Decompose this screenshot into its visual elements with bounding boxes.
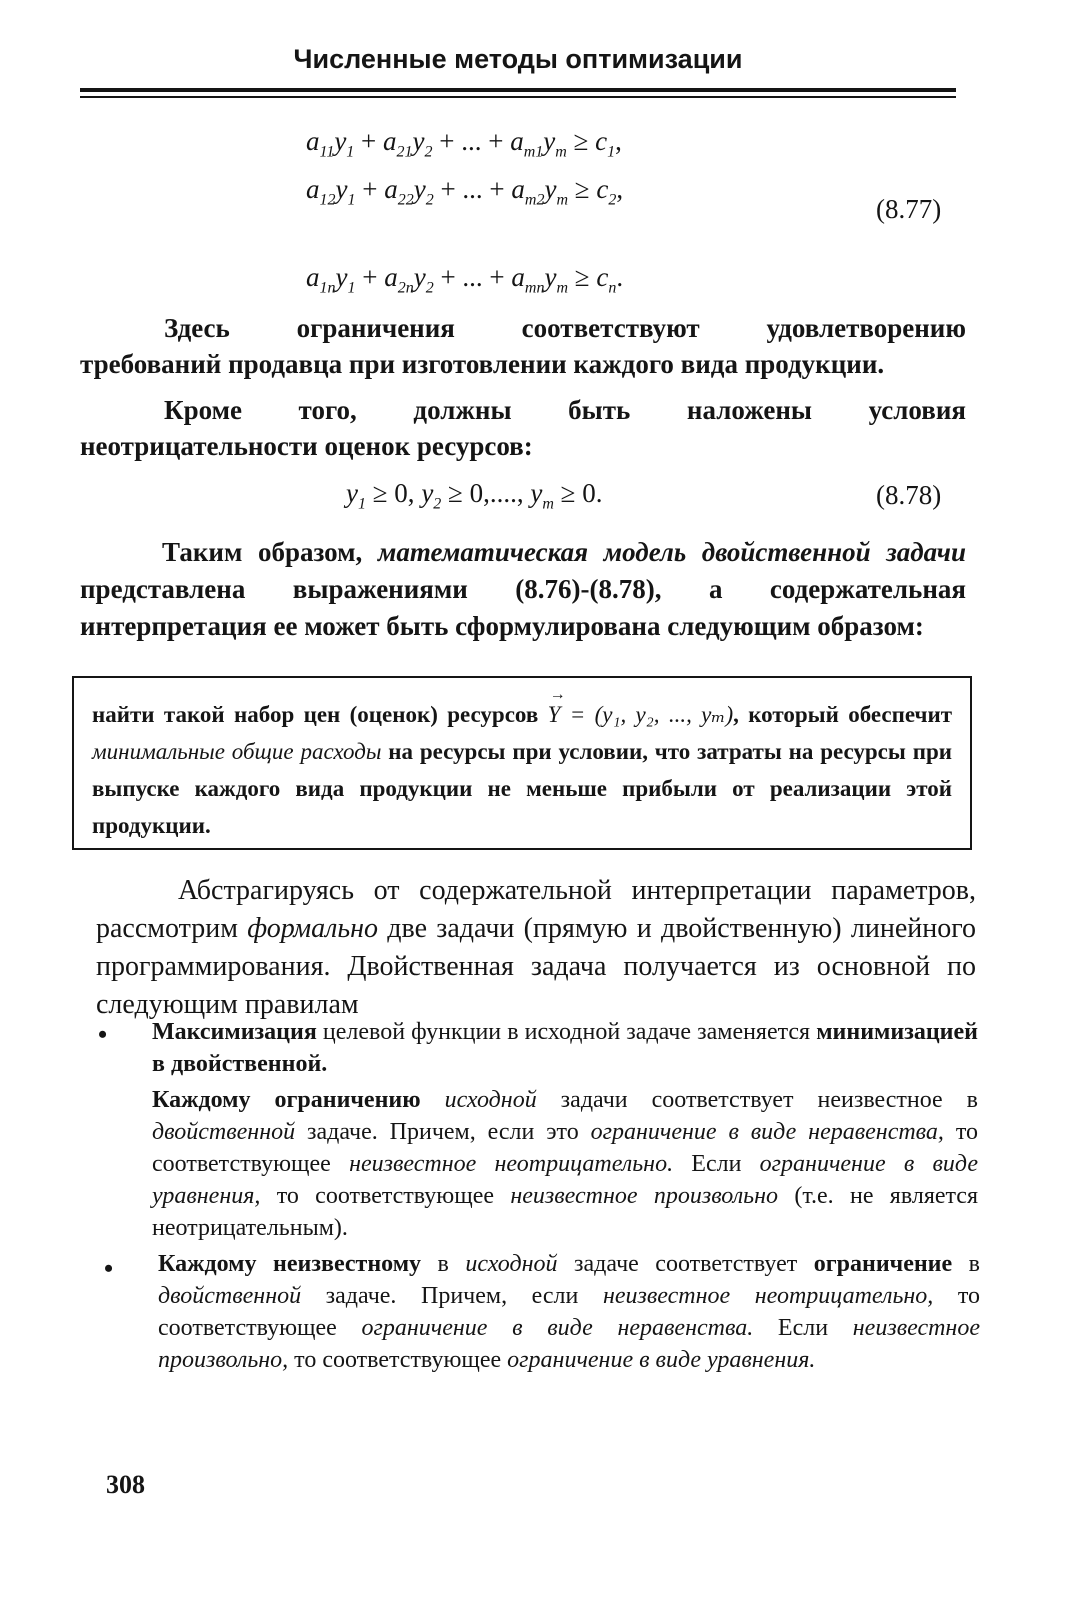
bullet-rule-3: Каждому неизвестному в исходной задаче соответствует ограничение в двойственной задаче. Причем, если неизвестное неотрицательно, то соответствующее ограничение в виде неравенства. Если неизвестное произвольно, то соответствующее ограничение в виде уравнения. (158, 1251, 980, 1373)
equation-row-n: $a_{1n}y_1 + a_{2n}y_2$ + ... + $a_{mn}y_m \ge c_n$. (306, 262, 624, 297)
definition-text: найти такой набор цен (оценок) ресурсов → Y = (y₁, y₂, ..., yₘ), который обеспечит минимальные общие расходы на ресурсы при условии, что затраты на ресурсы при выпуске каждого вида продукции не меньше прибыли от реализации этой продукции. (92, 696, 952, 844)
definition-box (72, 676, 972, 850)
equation-878: $y_1 \ge 0$, $y_2 \ge 0$,...., $y_m \ge 0$. (346, 478, 603, 513)
paragraph-line: Кроме того, должны быть наложены условия (164, 395, 966, 425)
paragraph-line: Здесь ограничения соответствуют удовлетворению (164, 313, 966, 343)
emphasis-text: математическая модель двойственной задачи (377, 537, 966, 567)
paragraph-dual-model: Таким образом, математическая модель двойственной задачи представлена выражениями (8.76)-(8.78), а содержательная интерпретация ее может быть сформулирована следующим образом: (80, 537, 966, 641)
paragraph-line: требований продавца при изготовлении каждого вида продукции. (80, 349, 885, 379)
paragraph-line: неотрицательности оценок ресурсов: (80, 431, 533, 461)
equation-number-877: (8.77) (876, 194, 942, 224)
page-number: 308 (106, 1470, 145, 1499)
header-rule-thin (80, 96, 956, 98)
emphasis-text: минимальные общие расходы (92, 739, 382, 764)
header-rule-thick (80, 88, 956, 92)
paragraph-abstraction: Абстрагируясь от содержательной интерпретации параметров, рассмотрим формально две задачи (прямую и двойственную) линейного программирования. Двойственная задача получается из основной по следующим правилам (96, 875, 976, 1020)
bullet-marker: • (104, 1254, 114, 1283)
equation-number-878: (8.78) (876, 480, 942, 510)
running-header: Численные методы оптимизации (293, 44, 743, 74)
bullet-marker: • (98, 1020, 108, 1049)
rule-2-text: Каждому ограничению исходной задачи соответствует неизвестное в двойственной задаче. Причем, если это ограничение в виде неравенства, то соответствующее неизвестное неотрицательно. Если ограничение в виде уравнения, то соответствующее неизвестное произвольно (т.е. не является неотрицательным). (152, 1087, 979, 1241)
emphasis-text: формально (247, 913, 379, 944)
equation-row-1: $a_{11}y_1 + a_{21}y_2$ + ... + $a_{m1}y_m \ge c_1$, (306, 126, 622, 161)
vector-y: → Y (548, 696, 561, 733)
bullet-rule-1: Максимизация целевой функции в исходной задаче заменяется минимизацией в двойственной. (152, 1019, 978, 1077)
equation-row-2: $a_{12}y_1 + a_{22}y_2$ + ... + $a_{m2}y_m \ge c_2$, (306, 174, 624, 209)
